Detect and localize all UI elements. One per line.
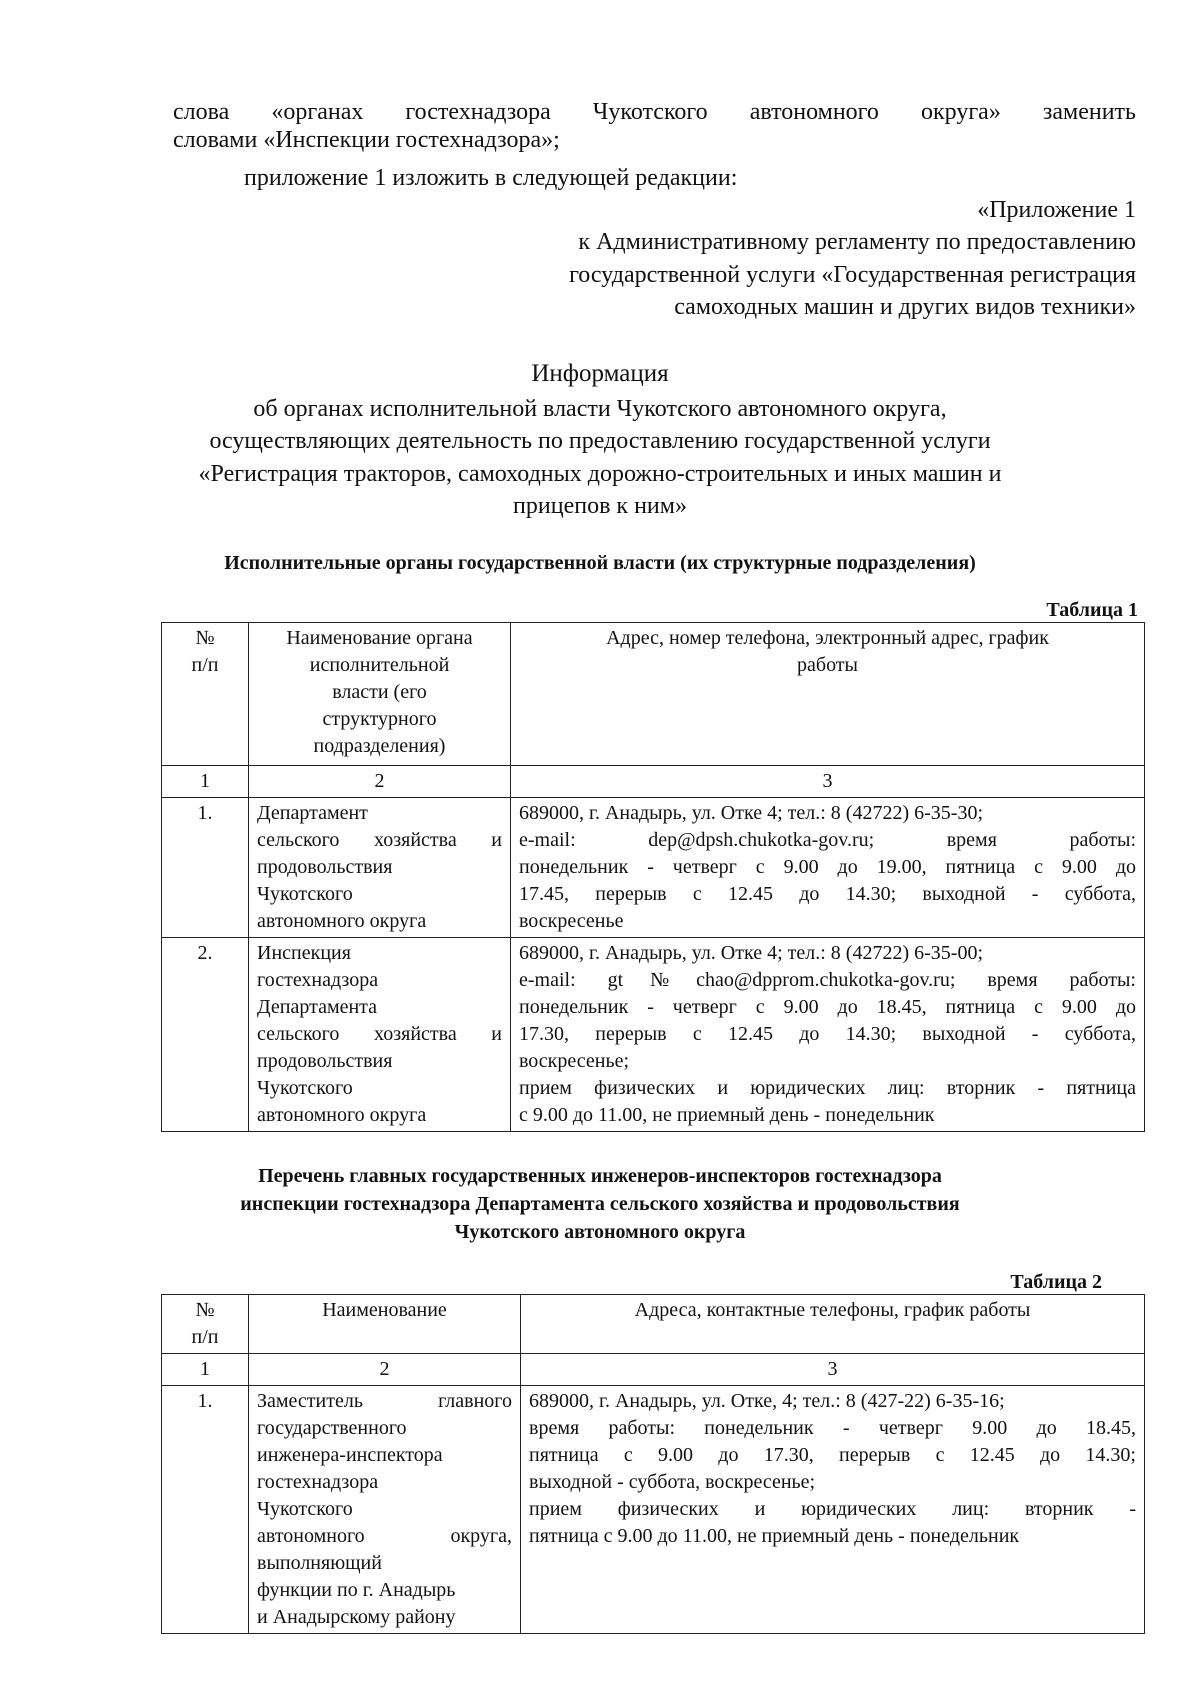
info-line-3: «Регистрация тракторов, самоходных дорожно-строительных и иных машин и (198, 461, 1002, 487)
cell-line: и Анадырскому району (257, 1606, 456, 1628)
index-cell: 2 (249, 766, 511, 798)
table1-header-addr (511, 623, 1145, 766)
cell-line: прием физических и юридических лиц: вторник - (529, 1498, 1136, 1520)
intro-line-3: приложение 1 изложить в следующей редакции: (244, 165, 738, 191)
table2-label: Таблица 2 (1010, 1271, 1102, 1293)
appendix-line-1: «Приложение 1 (977, 197, 1136, 223)
table-row (162, 1386, 1145, 1634)
index-cell: 2 (249, 1354, 521, 1386)
row-addr (511, 938, 1145, 1132)
table1-header-row (162, 623, 1145, 766)
row-num: 2. (162, 938, 249, 1132)
row-name (249, 798, 511, 938)
row-name (249, 1386, 521, 1634)
cell-line: e-mail: dep@dpsh.chukotka-gov.ru; время работы: (519, 829, 1136, 851)
table2-header-name: Наименование (249, 1295, 521, 1354)
table2-header-addr: Адреса, контактные телефоны, график работы (521, 1295, 1145, 1354)
table-2 (161, 1294, 1145, 1634)
table1-index-row (162, 766, 1145, 798)
cell-line: 17.30, перерыв с 12.45 до 14.30; выходной - суббота, (519, 1023, 1136, 1045)
cell-line: Департамент (257, 802, 368, 824)
cell-line: выполняющий (257, 1552, 382, 1574)
cell-line: автономного округа (257, 1104, 427, 1126)
cell-line: выходной - суббота, воскресенье; (529, 1471, 816, 1493)
cell-line: продовольствия (257, 1050, 393, 1072)
cell-line: автономного округа, (257, 1525, 512, 1547)
cell-line: с 9.00 до 11.00, не приемный день - понедельник (519, 1104, 935, 1126)
cell-line: понедельник - четверг с 9.00 до 18.45, пятница с 9.00 до (519, 996, 1136, 1018)
table1-header-num (162, 623, 249, 766)
cell-line: время работы: понедельник - четверг 9.00 до 18.45, (529, 1417, 1136, 1439)
header-text: № (195, 627, 215, 649)
section2-heading-line-1: Перечень главных государственных инженеров-инспекторов гостехнадзора (258, 1165, 942, 1187)
table1-header-name (249, 623, 511, 766)
header-text: работы (797, 654, 858, 676)
info-line-1: об органах исполнительной власти Чукотского автономного округа, (253, 396, 947, 422)
index-cell: 3 (521, 1354, 1145, 1386)
intro-line-1: слова «органах гостехнадзора Чукотского автономного округа» заменить (173, 99, 1136, 125)
cell-line: Департамента (257, 996, 378, 1018)
header-text: подразделения) (313, 735, 446, 757)
cell-line: гостехнадзора (257, 1471, 379, 1493)
section2-heading-line-3: Чукотского автономного округа (454, 1221, 746, 1243)
appendix-line-2: к Административному регламенту по предоставлению (578, 229, 1136, 255)
appendix-line-4: самоходных машин и других видов техники» (674, 294, 1136, 320)
table2-header-num (162, 1295, 249, 1354)
cell-line: Чукотского (257, 1077, 353, 1099)
cell-line: понедельник - четверг с 9.00 до 19.00, пятница с 9.00 до (519, 856, 1136, 878)
cell-line: инженера-инспектора (257, 1444, 443, 1466)
section2-heading-line-2: инспекции гостехнадзора Департамента сельского хозяйства и продовольствия (240, 1193, 960, 1215)
index-cell: 1 (162, 1354, 249, 1386)
cell-line: гостехнадзора (257, 969, 379, 991)
header-text: структурного (322, 708, 437, 730)
row-num: 1. (162, 1386, 249, 1634)
cell-line: воскресенье; (519, 1050, 630, 1072)
cell-line: Инспекция (257, 942, 351, 964)
appendix-line-3: государственной услуги «Государственная регистрация (569, 262, 1136, 288)
table-1 (161, 622, 1145, 1132)
cell-line: сельского хозяйства и (257, 1023, 502, 1045)
cell-line: продовольствия (257, 856, 393, 878)
table2-index-row (162, 1354, 1145, 1386)
cell-line: 689000, г. Анадырь, ул. Отке 4; тел.: 8 (42722) 6-35-00; (519, 942, 983, 964)
table1-label: Таблица 1 (1046, 599, 1138, 621)
header-text: п/п (191, 654, 219, 676)
info-title: Информация (531, 360, 669, 387)
index-cell: 1 (162, 766, 249, 798)
cell-line: Чукотского (257, 883, 353, 905)
cell-line: 689000, г. Анадырь, ул. Отке, 4; тел.: 8 (427-22) 6-35-16; (529, 1390, 1005, 1412)
intro-line-2: словами «Инспекции гостехнадзора»; (173, 127, 560, 153)
row-addr (521, 1386, 1145, 1634)
header-text: № (195, 1299, 215, 1321)
cell-line: Чукотского (257, 1498, 353, 1520)
info-line-2: осуществляющих деятельность по предоставлению государственной услуги (209, 428, 991, 454)
cell-line: e-mail: gt№chao@dpprom.chukotka-gov.ru; время работы: (519, 969, 1136, 991)
index-cell: 3 (511, 766, 1145, 798)
cell-line: Заместитель главного (257, 1390, 512, 1412)
cell-line: 689000, г. Анадырь, ул. Отке 4; тел.: 8 (42722) 6-35-30; (519, 802, 983, 824)
table-row (162, 938, 1145, 1132)
row-addr (511, 798, 1145, 938)
header-text: п/п (191, 1326, 219, 1348)
cell-line: государственного (257, 1417, 407, 1439)
cell-line: сельского хозяйства и (257, 829, 502, 851)
row-num: 1. (162, 798, 249, 938)
cell-line: 17.45, перерыв с 12.45 до 14.30; выходной - суббота, (519, 883, 1136, 905)
header-text: власти (его (332, 681, 427, 703)
cell-line: автономного округа (257, 910, 427, 932)
info-line-4: прицепов к ним» (513, 493, 687, 519)
cell-line: пятница с 9.00 до 11.00, не приемный день - понедельник (529, 1525, 1020, 1547)
table-row (162, 798, 1145, 938)
table2-header-row (162, 1295, 1145, 1354)
header-text: исполнительной (309, 654, 450, 676)
section1-heading: Исполнительные органы государственной власти (их структурные подразделения) (224, 552, 976, 574)
cell-line: пятница с 9.00 до 17.30, перерыв с 12.45 до 14.30; (529, 1444, 1136, 1466)
header-text: Наименование органа (286, 627, 473, 649)
row-name (249, 938, 511, 1132)
header-text: Адрес, номер телефона, электронный адрес, график (606, 627, 1049, 649)
cell-line: воскресенье (519, 910, 624, 932)
cell-line: функции по г. Анадырь (257, 1579, 456, 1601)
cell-line: прием физических и юридических лиц: вторник - пятница (519, 1077, 1136, 1099)
